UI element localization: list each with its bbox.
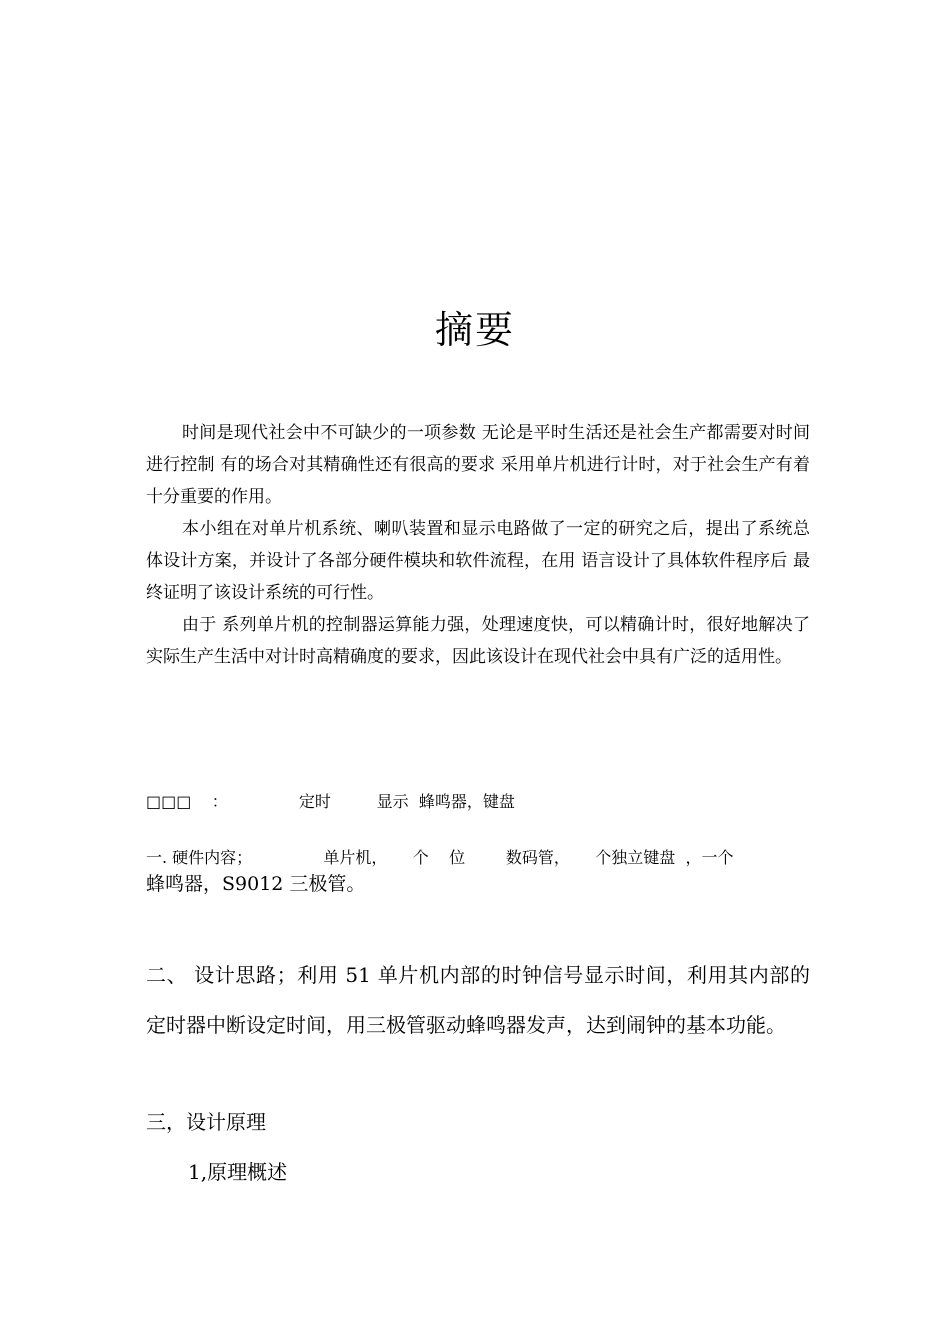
principle-heading: 三，设计原理 (146, 1110, 266, 1134)
page-title: 摘要 (434, 308, 515, 352)
abstract-body (146, 417, 810, 673)
overview-heading: 1,原理概述 (188, 1160, 288, 1184)
hardware-section (146, 846, 810, 898)
keywords-line: □□□ ： 定时 显示 蜂鸣器，键盘 (146, 792, 515, 811)
abstract-paragraph-2: 本小组在对单片机系统、喇叭装置和显示电路做了一定的研究之后，提出了系统总体设计方案，并设计了各部分硬件模块和软件流程，在用 语言设计了具体软件程序后 最终证明了该设计系统的可行性。 (146, 519, 810, 603)
abstract-paragraph-3: 由于 系列单片机的控制器运算能力强，处理速度快，可以精确计时，很好地解决了实际生产生活中对计时高精确度的要求，因此该设计在现代社会中具有广泛的适用性。 (146, 615, 810, 667)
design-idea-section: 二、 设计思路；利用 51 单片机内部的时钟信号显示时间，利用其内部的定时器中断设定时间，用三极管驱动蜂鸣器发声，达到闹钟的基本功能。 (146, 963, 810, 1037)
abstract-paragraph-1: 时间是现代社会中不可缺少的一项参数 无论是平时生活还是社会生产都需要对时间进行控制 有的场合对其精确性还有很高的要求 采用单片机进行计时，对于社会生产有着十分重要的作用。 (146, 423, 810, 507)
hardware-line-1: 一. 硬件内容； 单片机， 个 位 数码管， 个独立键盘 ，一个 (146, 848, 734, 867)
hardware-line-2: 蜂鸣器，S9012 三极管。 (146, 873, 366, 895)
